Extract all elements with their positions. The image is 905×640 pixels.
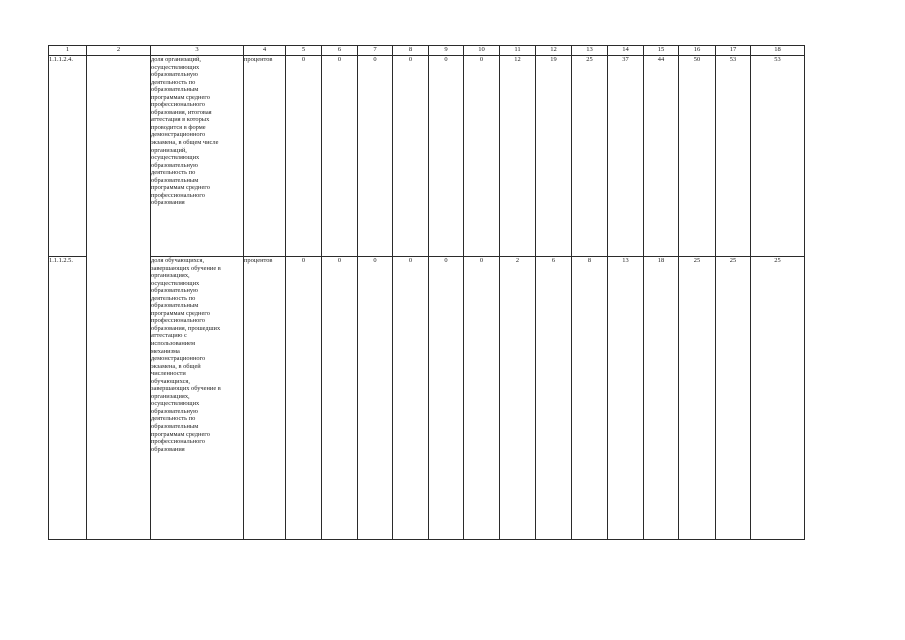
- value-cell: 53: [751, 56, 805, 257]
- value-cell: 53: [716, 56, 751, 257]
- table-row: [49, 257, 805, 540]
- description-line: программам среднего: [151, 93, 210, 101]
- description-line: образовательную: [151, 287, 198, 295]
- value-cell: 0: [429, 56, 464, 257]
- column-header-9: 9: [429, 46, 464, 56]
- value-cell: 0: [358, 56, 393, 257]
- value-cell: 0: [464, 56, 500, 257]
- description-line: осуществляющих: [151, 279, 200, 287]
- unit-cell: процентов: [244, 257, 286, 540]
- description-line: профессионального: [151, 101, 205, 109]
- column-header-8: 8: [393, 46, 429, 56]
- indicator-code: 1.1.1.2.4.: [49, 56, 87, 257]
- column-header-13: 13: [572, 46, 608, 56]
- description-line: использованием: [151, 340, 196, 348]
- value-cell: 25: [716, 257, 751, 540]
- description-line: образовательным: [151, 86, 199, 94]
- unit-cell: процентов: [244, 56, 286, 257]
- value-cell: 0: [429, 257, 464, 540]
- description-line: организациях,: [151, 272, 190, 280]
- description-line: завершающих обучение в: [151, 385, 221, 393]
- column-header-5: 5: [286, 46, 322, 56]
- value-cell: 0: [322, 257, 358, 540]
- description-line: демонстрационного: [151, 131, 206, 139]
- value-cell: 0: [358, 257, 393, 540]
- column-header-16: 16: [679, 46, 716, 56]
- value-cell: 44: [644, 56, 679, 257]
- description-line: образования, прошедших: [151, 324, 221, 332]
- value-cell: 2: [500, 257, 536, 540]
- value-cell: 18: [644, 257, 679, 540]
- description-line: доля обучающихся,: [151, 257, 205, 264]
- column-header-2: 2: [87, 46, 151, 56]
- value-cell: 25: [751, 257, 805, 540]
- description-line: аттестация в которых: [151, 116, 210, 124]
- value-cell: 12: [500, 56, 536, 257]
- value-cell: 8: [572, 257, 608, 540]
- description-line: обучающихся,: [151, 377, 190, 385]
- value-cell: 0: [393, 257, 429, 540]
- description-line: программам среднего: [151, 430, 210, 438]
- description-line: деятельность по: [151, 78, 196, 86]
- description-line: осуществляющих: [151, 400, 200, 408]
- table-row: [49, 56, 805, 257]
- value-cell: 25: [679, 257, 716, 540]
- column-header-14: 14: [608, 46, 644, 56]
- indicator-description: [151, 257, 244, 540]
- description-line: профессионального: [151, 317, 205, 325]
- description-line: деятельность по: [151, 294, 196, 302]
- description-line: механизма: [151, 347, 180, 355]
- description-line: деятельность по: [151, 415, 196, 423]
- description-line: образовательным: [151, 423, 199, 431]
- indicator-table: [48, 45, 805, 540]
- description-line: аттестацию с: [151, 332, 187, 340]
- column-header-10: 10: [464, 46, 500, 56]
- description-line: деятельность по: [151, 169, 196, 177]
- column-header-3: 3: [151, 46, 244, 56]
- description-line: осуществляющих: [151, 63, 200, 71]
- description-line: экзамена, в общем числе: [151, 139, 219, 147]
- description-line: доля организаций,: [151, 56, 201, 63]
- value-cell: 19: [536, 56, 572, 257]
- description-line: осуществляющих: [151, 154, 200, 162]
- description-line: экзамена, в общей: [151, 362, 201, 370]
- column-header-12: 12: [536, 46, 572, 56]
- description-line: образовательную: [151, 407, 198, 415]
- description-line: образования: [151, 199, 185, 207]
- description-line: образовательным: [151, 302, 199, 310]
- indicator-code: 1.1.1.2.5.: [49, 257, 87, 540]
- description-line: демонстрационного: [151, 355, 206, 363]
- description-line: численности: [151, 370, 186, 378]
- description-line: образования: [151, 445, 185, 453]
- description-line: образовательную: [151, 161, 198, 169]
- empty-cell: [87, 56, 151, 257]
- description-line: организаций,: [151, 146, 187, 154]
- value-cell: 0: [393, 56, 429, 257]
- column-header-7: 7: [358, 46, 393, 56]
- value-cell: 0: [286, 257, 322, 540]
- column-header-1: 1: [49, 46, 87, 56]
- value-cell: 0: [464, 257, 500, 540]
- header-row: [49, 46, 805, 56]
- column-header-17: 17: [716, 46, 751, 56]
- description-line: проводится в форме: [151, 123, 206, 131]
- description-line: профессионального: [151, 191, 205, 199]
- value-cell: 6: [536, 257, 572, 540]
- column-header-4: 4: [244, 46, 286, 56]
- indicator-description: [151, 56, 244, 257]
- description-line: образовательную: [151, 71, 198, 79]
- empty-cell: [87, 257, 151, 540]
- value-cell: 13: [608, 257, 644, 540]
- column-header-11: 11: [500, 46, 536, 56]
- column-header-15: 15: [644, 46, 679, 56]
- description-line: организациях,: [151, 392, 190, 400]
- column-header-6: 6: [322, 46, 358, 56]
- description-line: профессионального: [151, 438, 205, 446]
- description-line: завершающих обучение в: [151, 264, 221, 272]
- value-cell: 37: [608, 56, 644, 257]
- value-cell: 0: [286, 56, 322, 257]
- value-cell: 0: [322, 56, 358, 257]
- value-cell: 50: [679, 56, 716, 257]
- description-line: образовательным: [151, 176, 199, 184]
- description-line: программам среднего: [151, 309, 210, 317]
- column-header-18: 18: [751, 46, 805, 56]
- value-cell: 25: [572, 56, 608, 257]
- description-line: программам среднего: [151, 184, 210, 192]
- description-line: образования, итоговая: [151, 108, 212, 116]
